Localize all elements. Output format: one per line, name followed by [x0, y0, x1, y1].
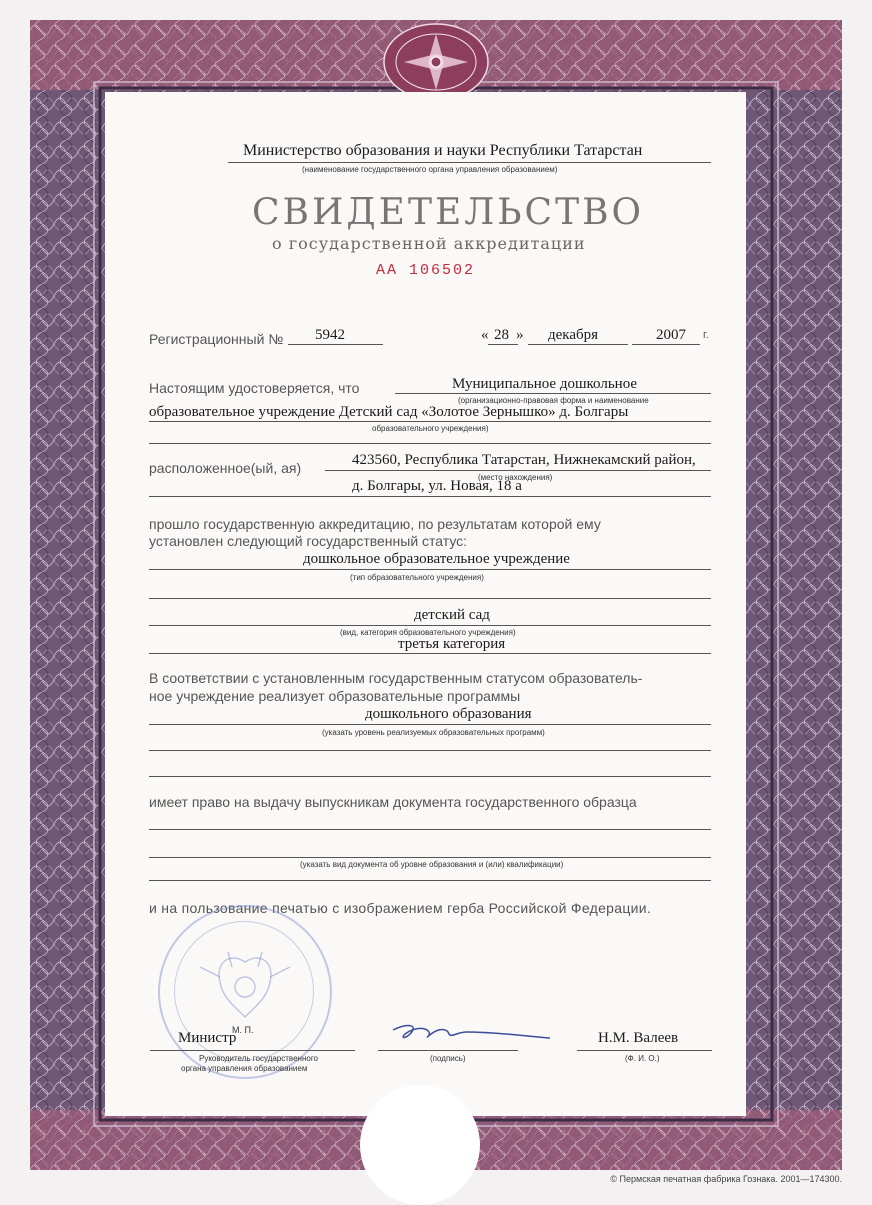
kind-underline: [149, 625, 711, 626]
type-underline-2: [149, 598, 711, 599]
coat-of-arms-icon: [160, 907, 330, 1077]
official-stamp: [158, 905, 332, 1079]
category-underline: [149, 653, 711, 654]
address-hint: (место нахождения): [478, 473, 553, 482]
programs-text-1: В соответствии с установленным государственным статусом образователь-: [149, 670, 643, 686]
seal-usage-text: и на пользование печатью с изображением герба Российской Федерации.: [149, 900, 652, 916]
program-underline: [149, 724, 711, 725]
signatory-name: Н.М. Валеев: [598, 1030, 679, 1046]
registration-label: Регистрационный №: [149, 331, 284, 347]
program-hint: (указать уровень реализуемых образовательных программ): [322, 728, 545, 737]
registration-underline: [288, 344, 383, 345]
position-hint-2: органа управления образованием: [181, 1064, 308, 1073]
type-hint: (тип образовательного учреждения): [350, 573, 484, 582]
institution-line-2: образовательное учреждение Детский сад «Золотое Зернышко» д. Болгары: [149, 404, 629, 420]
signatory-position: Министр: [178, 1030, 237, 1046]
status-text-1: прошло государственную аккредитацию, по результатам которой ему: [149, 516, 601, 532]
programs-text-2: ное учреждение реализует образовательные программы: [149, 688, 521, 704]
name-underline: [577, 1050, 712, 1051]
registration-month: декабря: [548, 327, 599, 343]
date-quote-open: «: [481, 327, 489, 343]
institution-underline-1: [395, 393, 711, 394]
ministry-underline: [228, 162, 711, 163]
address-line-2: д. Болгары, ул. Новая, 18 а: [352, 478, 522, 494]
address-underline-1: [325, 470, 711, 471]
signature-icon: [385, 1018, 555, 1048]
program-underline-3: [149, 776, 711, 777]
program-underline-2: [149, 750, 711, 751]
rights-underline-1: [149, 829, 711, 830]
name-hint: (Ф. И. О.): [625, 1054, 660, 1063]
institution-hint-2: образовательного учреждения): [372, 424, 489, 433]
date-quote-close: »: [516, 327, 524, 343]
address-underline-2: [149, 496, 711, 497]
year-suffix: г.: [703, 329, 709, 341]
position-hint-1: Руководитель государственного: [199, 1054, 319, 1063]
institution-underline-3: [149, 443, 711, 444]
location-label: расположенное(ый, ая): [149, 460, 302, 476]
ministry-name: Министерство образования и науки Республики Татарстан: [243, 142, 643, 159]
registration-year: 2007: [656, 327, 686, 343]
status-text-2: установлен следующий государственный статус:: [149, 533, 468, 549]
rights-underline-3: [149, 880, 711, 881]
institution-hint-1: (организационно-правовая форма и наименование: [458, 396, 649, 405]
document-subtitle: о государственной аккредитации: [272, 234, 586, 253]
type-underline: [149, 569, 711, 570]
seal-place-mark: М. П.: [232, 1025, 254, 1035]
document-title: СВИДЕТЕЛЬСТВО: [252, 192, 645, 233]
institution-kind: детский сад: [414, 607, 490, 623]
ornament-emblem: [381, 22, 491, 102]
institution-line-1: Муниципальное дошкольное: [452, 376, 638, 392]
kind-hint: (вид, категория образовательного учреждения): [340, 628, 516, 637]
certifies-label: Настоящим удостоверяется, что: [149, 380, 360, 396]
year-underline: [632, 344, 700, 345]
serial-number: АА 106502: [376, 262, 476, 279]
program-level: дошкольного образования: [365, 706, 532, 722]
rights-text: имеет право на выдачу выпускникам документа государственного образца: [149, 794, 637, 810]
day-underline: [488, 344, 518, 345]
institution-underline-2: [149, 421, 711, 422]
signature-underline: [378, 1050, 518, 1051]
institution-category: третья категория: [398, 636, 506, 652]
ministry-hint: (наименование государственного органа управления образованием): [302, 165, 558, 174]
rights-hint: (указать вид документа об уровне образования и (или) квалификации): [300, 860, 564, 869]
month-underline: [528, 344, 628, 345]
rights-underline-2: [149, 857, 711, 858]
registration-day: 28: [494, 327, 509, 343]
punched-hole: [360, 1085, 480, 1205]
registration-number: 5942: [315, 327, 345, 343]
institution-type: дошкольное образовательное учреждение: [303, 551, 570, 567]
printer-copyright: © Пермская печатная фабрика Гознака. 2001—174300.: [610, 1174, 842, 1184]
position-underline: [150, 1050, 355, 1051]
signature-hint: (подпись): [430, 1054, 466, 1063]
address-line-1: 423560, Республика Татарстан, Нижнекамский район,: [352, 452, 696, 468]
